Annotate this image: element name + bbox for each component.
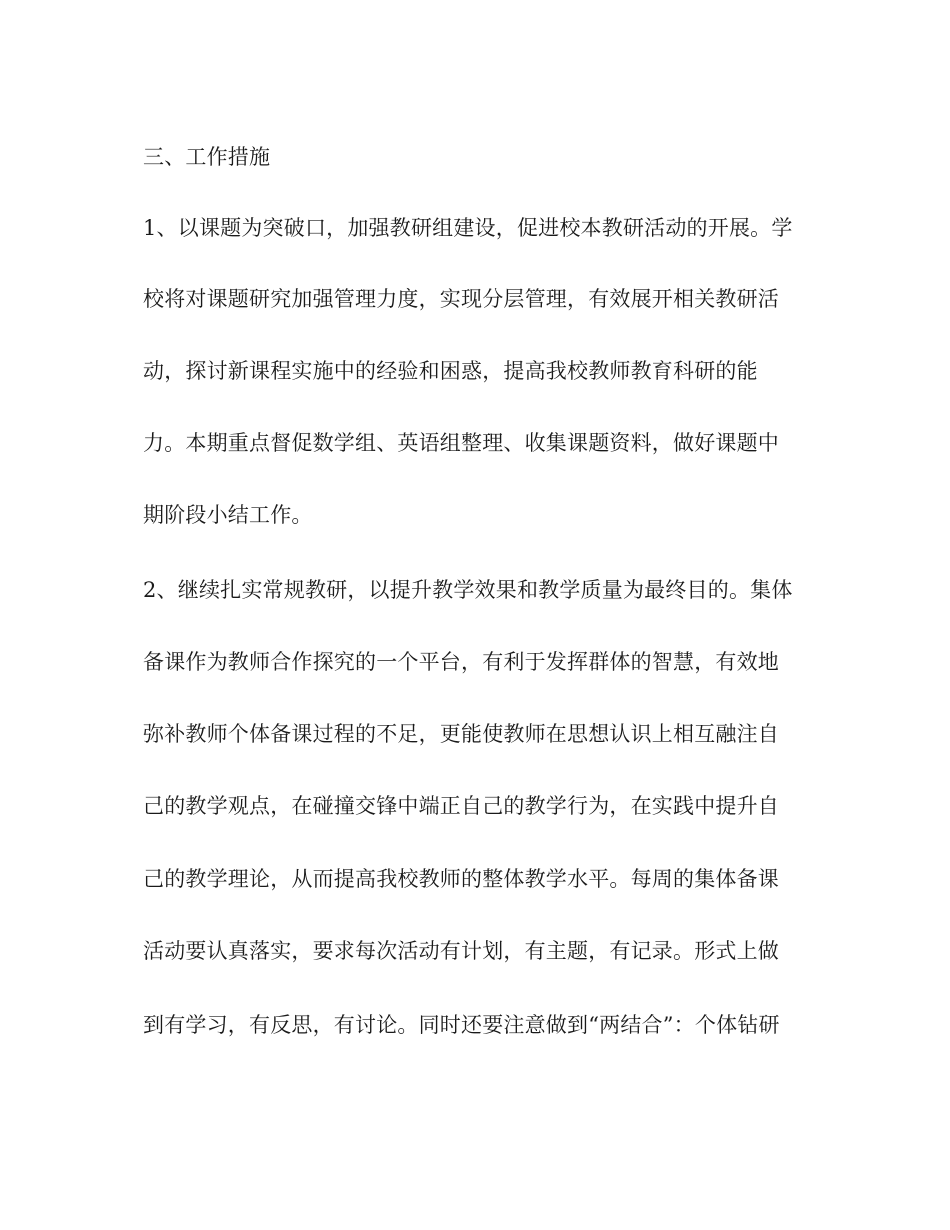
text-line: 1、以课题为突破口，加强教研组建设，促进校本教研活动的开展。学 [143, 216, 793, 240]
text-line: 活动要认真落实，要求每次活动有计划，有主题，有记录。形式上做 [143, 939, 779, 963]
text-line: 到有学习，有反思，有讨论。同时还要注意做到“两结合”：个体钻研 [143, 1013, 780, 1037]
text-line: 校将对课题研究加强管理力度，实现分层管理，有效展开相关教研活 [143, 287, 779, 311]
text-line: 期阶段小结工作。 [143, 503, 313, 527]
text-line: 己的教学理论，从而提高我校教师的整体教学水平。每周的集体备课 [143, 867, 779, 891]
section-heading: 三、工作措施 [143, 145, 271, 169]
text-line: 力。本期重点督促数学组、英语组整理、收集课题资料，做好课题中 [143, 431, 779, 455]
text-line: 弥补教师个体备课过程的不足，更能使教师在思想认识上相互融注自 [143, 722, 779, 746]
text-line: 动，探讨新课程实施中的经验和困惑，提高我校教师教育科研的能 [143, 359, 758, 383]
text-line: 己的教学观点，在碰撞交锋中端正自己的教学行为，在实践中提升自 [143, 794, 779, 818]
text-line: 2、继续扎实常规教研，以提升教学效果和教学质量为最终目的。集体 [143, 578, 793, 602]
text-line: 备课作为教师合作探究的一个平台，有利于发挥群体的智慧，有效地 [143, 650, 779, 674]
